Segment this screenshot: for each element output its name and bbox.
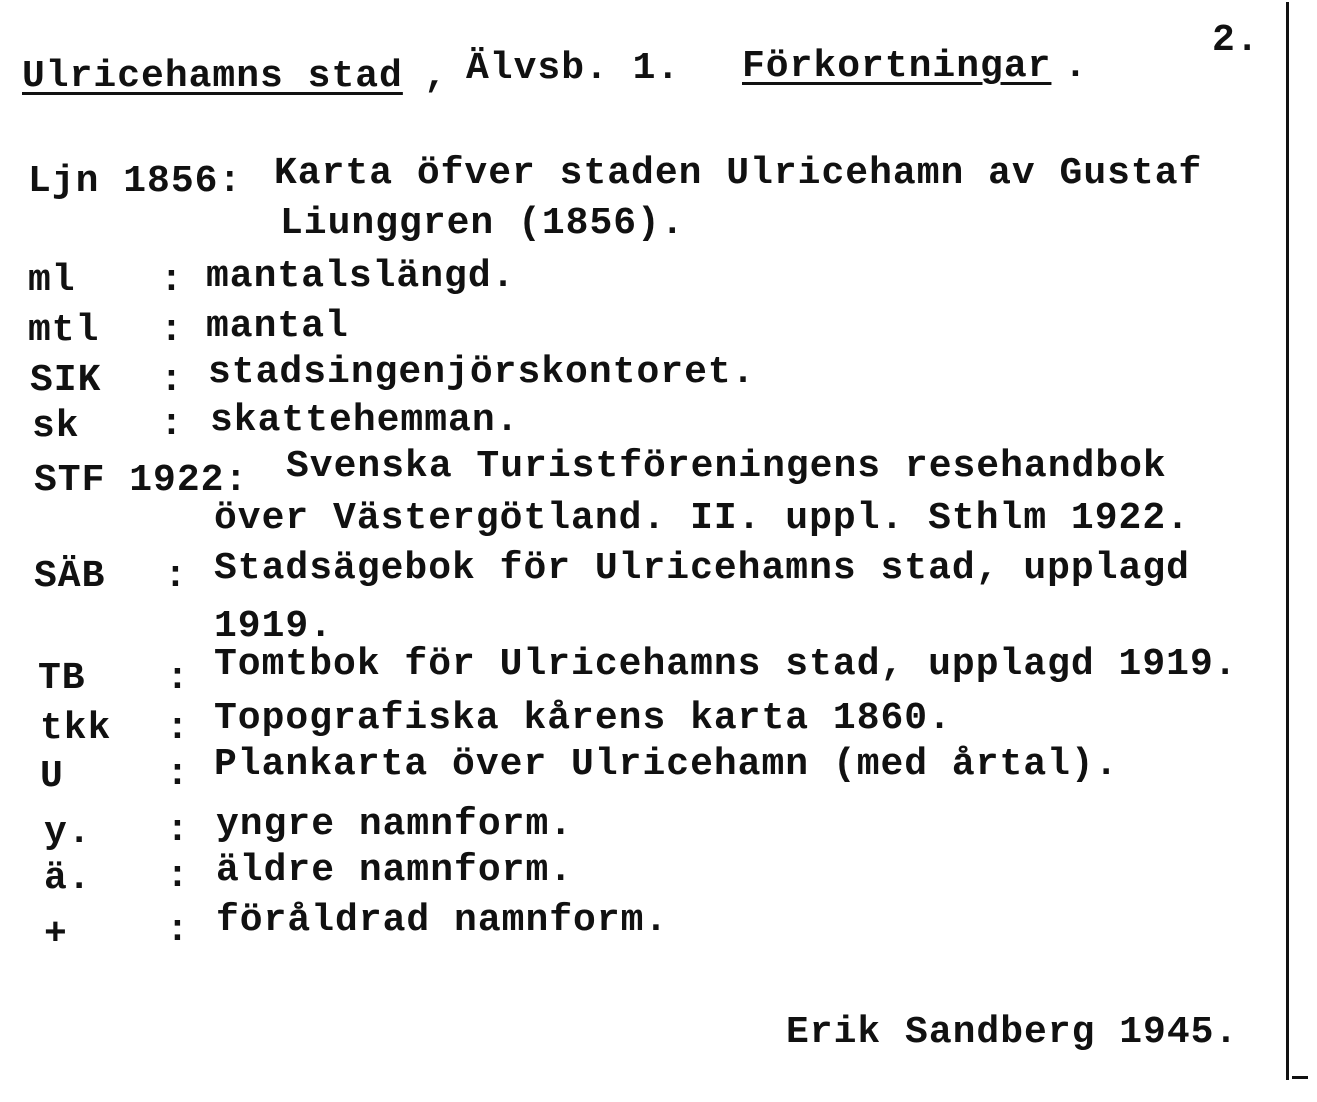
page-number: 2.	[1212, 19, 1260, 62]
entry-text-ljn-1: Karta öfver staden Ulricehamn av Gustaf	[274, 152, 1203, 195]
card-right-edge	[1286, 2, 1289, 1080]
entry-text-mtl: mantal	[206, 305, 349, 348]
entry-abbr-sk: sk	[32, 405, 80, 448]
entry-text-ljn-2: Liunggren (1856).	[280, 202, 685, 245]
entry-abbr-u: U	[40, 755, 64, 798]
entry-abbr-tkk: tkk	[40, 707, 112, 750]
entry-text-sab-2: 1919.	[214, 605, 334, 648]
entry-colon-tkk: :	[166, 707, 190, 750]
entry-text-plus: föråldrad namnform.	[216, 899, 669, 942]
entry-abbr-stf: STF 1922:	[34, 459, 249, 502]
entry-abbr-ml: ml	[28, 259, 76, 302]
entry-abbr-tb: TB	[38, 657, 86, 700]
entry-abbr-plus: +	[44, 913, 68, 956]
entry-text-stf-1: Svenska Turistföreningens resehandbok	[286, 445, 1167, 488]
entry-abbr-sik: SIK	[30, 359, 102, 402]
entry-colon-a: :	[166, 855, 190, 898]
entry-text-sab-1: Stadsägebok för Ulricehamns stad, upplagd	[214, 547, 1190, 590]
entry-abbr-ljn: Ljn 1856:	[28, 160, 243, 203]
entry-colon-sab: :	[164, 555, 188, 598]
entry-colon-ml: :	[160, 259, 184, 302]
entry-text-ml: mantalslängd.	[206, 255, 516, 298]
entry-abbr-mtl: mtl	[28, 309, 100, 352]
signature: Erik Sandberg 1945.	[786, 1011, 1239, 1054]
entry-text-tb: Tomtbok för Ulricehamns stad, upplagd 1919.	[214, 643, 1238, 686]
entry-colon-mtl: :	[160, 309, 184, 352]
heading: Förkortningar	[742, 45, 1052, 88]
entry-colon-y: :	[166, 809, 190, 852]
entry-text-y: yngre namnform.	[216, 803, 574, 846]
heading-period: .	[1064, 45, 1088, 88]
entry-text-tkk: Topografiska kårens karta 1860.	[214, 697, 952, 740]
entry-colon-plus: :	[166, 909, 190, 952]
entry-colon-sk: :	[160, 403, 184, 446]
entry-text-a: äldre namnform.	[216, 849, 574, 892]
entry-abbr-a: ä.	[44, 857, 92, 900]
entry-colon-sik: :	[160, 359, 184, 402]
card-bottom-edge	[1292, 1076, 1308, 1079]
entry-abbr-sab: SÄB	[34, 555, 106, 598]
entry-text-stf-2: över Västergötland. II. uppl. Sthlm 1922.	[214, 497, 1190, 540]
entry-colon-u: :	[166, 753, 190, 796]
place-name: Ulricehamns stad	[22, 55, 403, 98]
entry-colon-tb: :	[166, 657, 190, 700]
place-separator: ,	[424, 55, 448, 98]
entry-text-sk: skattehemman.	[210, 399, 520, 442]
entry-text-u: Plankarta över Ulricehamn (med årtal).	[214, 743, 1119, 786]
parish-name: Älvsb. 1.	[466, 47, 681, 90]
entry-text-sik: stadsingenjörskontoret.	[208, 351, 756, 394]
entry-abbr-y: y.	[44, 811, 92, 854]
